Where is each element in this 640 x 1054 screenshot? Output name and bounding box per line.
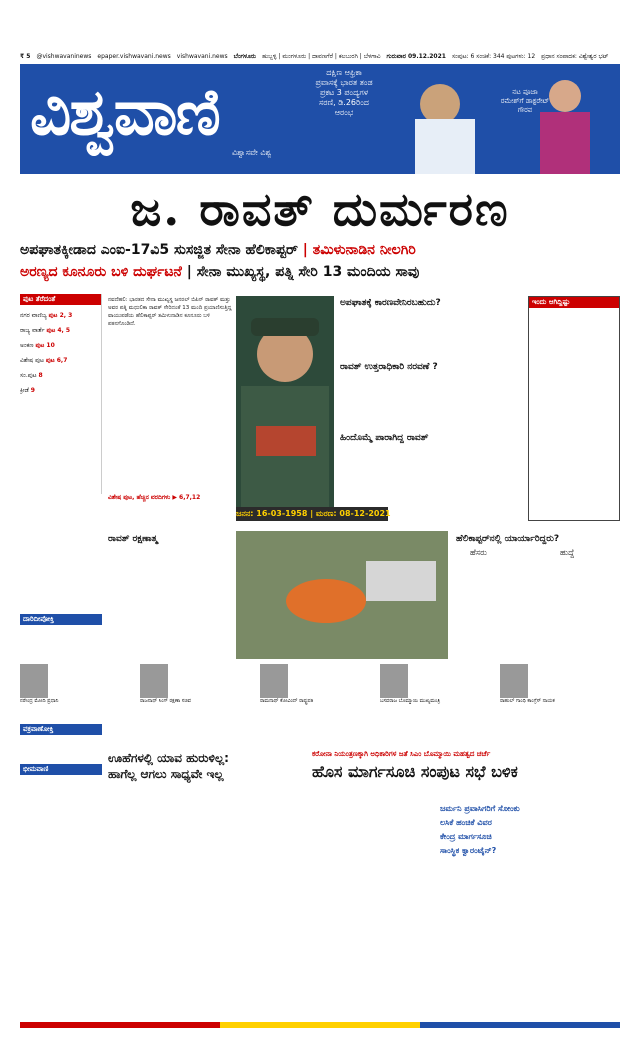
why-title: ಅಪಘಾತಕ್ಕೆ ಕಾರಣವೇನಿರಬಹುದು?: [340, 298, 441, 308]
today-title: ಇಂದು ಆಗಿದ್ದಿಷ್ಟು: [529, 297, 619, 308]
general-photo: [236, 296, 334, 521]
avatar: [140, 664, 168, 698]
quote-card: ರಾಹುಲ್ ಗಾಂಧಿ ಕಾಂಗ್ರೆಸ್ ನಾಯಕ: [500, 664, 614, 714]
foot-yellow: [220, 1022, 420, 1028]
side-box-title: ಜರ್ಮನಿ ಪ್ರವಾಸಿಗರಿಗೆ ಸೋಂಕು: [440, 804, 520, 813]
avatar: [20, 664, 48, 698]
cricketer-icon: [420, 84, 460, 124]
heli-title: ಹೆಲಿಕಾಪ್ಟರ್‌ನಲ್ಲಿ ಯಾರ್ಯಾರಿದ್ದರು?: [456, 534, 560, 544]
subhead-1-red: | ತಮಿಳುನಾಡಿನ ನೀಲಗಿರಿ: [302, 242, 416, 258]
bottom-boxes: [440, 800, 620, 1000]
subhead-line-2: [20, 262, 620, 282]
actress-gown-icon: [540, 112, 590, 174]
quote-card: ಬಸವರಾಜ ಬೊಮ್ಮಾಯಿ ಮುಖ್ಯಮಂತ್ರಿ: [380, 664, 494, 714]
index-item[interactable]: ರಾಜ್ಯ ವಾರ್ತೆ ಪುಟ 4, 5: [20, 327, 71, 334]
wife-title: ಹಿಂದೊಮ್ಮೆ ಪಾರಾಗಿದ್ದ ರಾವತ್: [340, 433, 429, 443]
city: ಬೆಂಗಳೂರು: [233, 53, 257, 60]
side-box-title: ಸಾಂಸ್ಥಿಕ ಕ್ವಾರಂಟೈನ್?: [440, 846, 497, 855]
crash-photo: [236, 531, 448, 659]
date: ಗುರುವಾರ 09.12.2021: [386, 53, 446, 60]
index-item[interactable]: ನಗರ ವಾಣಿಜ್ಯ ಪುಟ 2, 3: [20, 312, 73, 319]
avatar: [500, 664, 528, 698]
index-item[interactable]: ಸಂ.ಪುಟ 8: [20, 372, 43, 379]
index-item[interactable]: ಕ್ರೀಡೆ 9: [20, 387, 35, 394]
medals-icon: [256, 426, 316, 456]
index-title: ಪುಟ ತೆರೆದಂತೆ: [20, 294, 101, 305]
side-box-title: ಕೇಂದ್ರ ಮಾರ್ಗಸೂಚಿ: [440, 832, 492, 841]
today-box: [528, 296, 620, 521]
top-strip: [20, 52, 620, 62]
foot-red: [20, 1022, 220, 1028]
bottom-headline-2: ಹೊಸ ಮಾರ್ಗಸೂಚಿ ಸಂಪುಟ ಸಭೆ ಬಳಿಕ: [312, 762, 518, 781]
issue: ಸಂಪುಟ: 6 ಸಂಚಿಕೆ: 344 ಪುಟಗಳು: 12: [451, 53, 536, 60]
successor-title: ರಾವತ್ ಉತ್ತರಾಧಿಕಾರಿ ನರವಣೆ ?: [340, 362, 438, 372]
page-price: ₹ 5: [20, 53, 31, 60]
site-link[interactable]: vishwavani.news: [176, 53, 228, 60]
actress-icon: [549, 80, 581, 112]
tagline: ವಿಶ್ವಾಸವೇ ವಿಶ್ವ: [232, 148, 272, 157]
editor: ಪ್ರಧಾನ ಸಂಪಾದಕ: ವಿಶ್ವೇಶ್ವರ ಭಟ್: [541, 53, 609, 60]
side-box-title: ಲಸಿಕೆ ಹಂಚಿಕೆ ವಿವರ: [440, 818, 492, 827]
page-title: ಜ. ರಾವತ್ ದುರ್ಮರಣ: [130, 182, 510, 236]
subhead-1-black: ಅಪಘಾತಕ್ಕೀಡಾದ ಎಂಐ-17ವಿ5 ಸುಸಜ್ಜಿತ ಸೇನಾ ಹೆಲಿಕಾಪ್ಟರ್: [20, 242, 298, 258]
subhead-line-1: [20, 240, 620, 260]
page-index: [20, 294, 102, 494]
article-body: ನವದೆಹಲಿ: ಭಾರತದ ಸೇನಾ ಮುಖ್ಯಸ್ಥ ಜನರಲ್ ಬಿಪಿನ್ ರಾವತ್ ಮತ್ತು ಅವರ ಪತ್ನಿ ಮಧುಲಿಕಾ ರಾವತ್ ಸೇರಿದಂತೆ 13 ಮಂದಿ ಪ್ರಯಾಣಿಸುತ್ತಿದ್ದ ವಾಯುಪಡೆಯ ಹೆಲಿಕಾಪ್ಟರ್ ತಮಿಳುನಾಡಿನ ಕೂನೂರು ಬಳಿ ಪತನಗೊಂಡಿದೆ.: [108, 297, 232, 327]
avatar: [380, 664, 408, 698]
vakra-title: ವಕ್ರವಾಣೋಕ್ತಿ: [20, 724, 102, 735]
birth-death-strip: ಜನನ: 16-03-1958 | ಮರಣ: 08-12-2021: [236, 507, 388, 521]
wreckage-icon: [366, 561, 436, 601]
quotes-row: [20, 664, 620, 720]
promo-right[interactable]: ನಟ ಪೂಜಾ ರಮೇಶ್‌ಗೆ ಡಾಕ್ಟರೇಟ್ ಗೌರವ: [500, 88, 550, 114]
avatar: [260, 664, 288, 698]
social-handle[interactable]: @vishwavaninews: [36, 53, 92, 60]
headline-1a: ಊಹೆಗಳಲ್ಲಿ ಯಾವ ಹುರುಳಿಲ್ಲ:: [108, 751, 229, 765]
bhimvani-title: ಭೀಮವಾಣಿ: [20, 764, 102, 775]
foot-blue: [420, 1022, 620, 1028]
subhead-2-red: ಅರಣ್ಯದ ಕೂನೂರು ಬಳಿ ದುರ್ಘಟನೆ: [20, 264, 182, 280]
quote-card: ರಾಮನಾಥ್ ಕೋವಿಂದ್ ರಾಷ್ಟ್ರಪತಿ: [260, 664, 374, 714]
heli-role-col: ಹುದ್ದೆ: [560, 548, 575, 557]
heli-name-col: ಹೆಸರು: [470, 548, 487, 557]
index-item[interactable]: ಅಂಕಣ ಪುಟ 10: [20, 342, 55, 349]
quote-card: ನರೇಂದ್ರ ಮೋದಿ ಪ್ರಧಾನಿ: [20, 664, 134, 714]
bottom-headline-1: [108, 750, 308, 782]
editions: ಹುಬ್ಬಳ್ಳಿ | ಮಂಗಳೂರು | ದಾವಣಗೆರೆ | ಕಲಬುರಗಿ | ಬೆಳಗಾವಿ: [262, 53, 381, 60]
cricketer-jersey-icon: [415, 119, 475, 174]
cap-icon: [251, 318, 319, 336]
epaper-link[interactable]: epaper.vishwavani.news: [97, 53, 171, 60]
fire-icon: [286, 579, 366, 623]
bottom-kicker: ಕರೋನಾ ನಿಯಂತ್ರಣಕ್ಕಾಗಿ ಅಧಿಕಾರಿಗಳ ಜತೆ ಸಿಎಂ ಬೊಮ್ಮಾಯಿ ಮಹತ್ವದ ಚರ್ಚೆ: [312, 750, 491, 758]
defender-title: ರಾವತ್ ರಕ್ಷಣಾತ್ಮ: [108, 534, 158, 544]
page-foot-bar: [20, 1022, 620, 1028]
promo-left[interactable]: ದಕ್ಷಿಣ ಆಫ್ರಿಕಾ ಪ್ರವಾಸಕ್ಕೆ ಭಾರತ ತಂಡ ಪ್ರಕಟ 3 ಪಂದ್ಯಗಳ ಸರಣಿ, ಡಿ.26ರಿಂದ ಆರಂಭ: [315, 68, 373, 117]
logo: ವಿಶ್ವವಾಣಿ: [30, 75, 219, 150]
index-item[interactable]: ವಿಶೇಷ ಪುಟ ಪುಟ 6,7: [20, 357, 68, 364]
daridra-title: ದಾರಿದೀಪೋಕ್ತಿ: [20, 614, 102, 625]
subhead-2-black: | ಸೇನಾ ಮುಖ್ಯಸ್ಥ, ಪತ್ನಿ ಸೇರಿ 13 ಮಂದಿಯ ಸಾವು: [186, 264, 420, 280]
article-link[interactable]: ವಿಶೇಷ ಪುಟ, ಹೆಚ್ಚಿನ ವರದಿಗಳು ▶ 6,7,12: [108, 494, 201, 501]
headline-1b: ಹಾಗೆಲ್ಲ ಆಗಲು ಸಾಧ್ಯವೇ ಇಲ್ಲ: [108, 767, 224, 781]
quote-card: ರಾಜನಾಥ್ ಸಿಂಗ್ ರಕ್ಷಣಾ ಸಚಿವ: [140, 664, 254, 714]
